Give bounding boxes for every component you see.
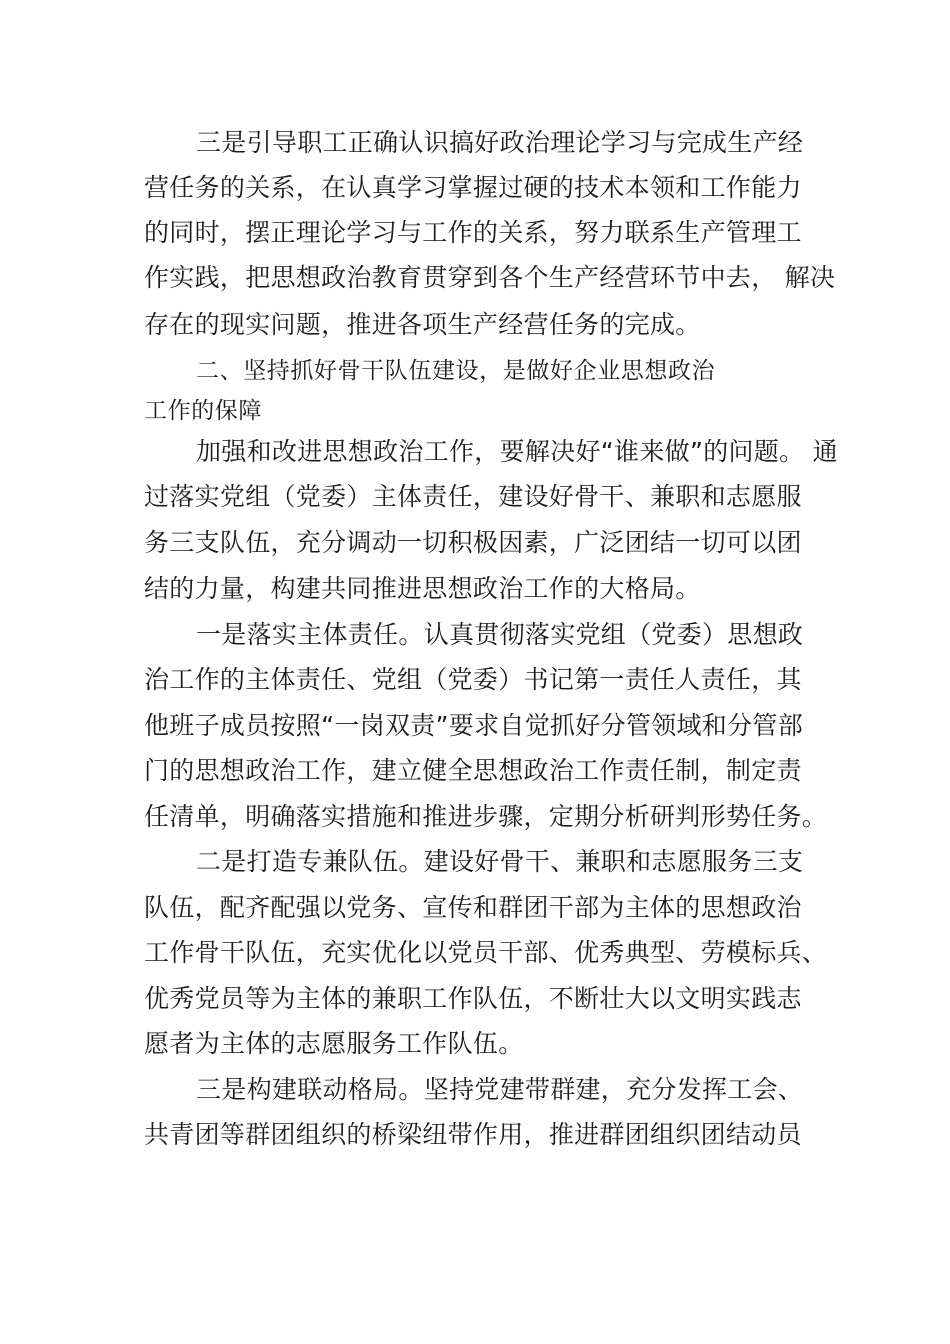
text-line: 三是引导职工正确认识搞好政治理论学习与完成生产经: [196, 128, 804, 157]
text-line: 治工作的主体责任、党组（党委）书记第一责任人责任，其: [144, 665, 802, 694]
section-heading: 二、坚持抓好骨干队伍建设，是做好企业思想政治: [196, 358, 716, 384]
text-line: 加强和改进思想政治工作，要解决好“谁来做”的问题。 通: [196, 437, 838, 466]
text-line: 作实践，把思想政治教育贯穿到各个生产经营环节中去， 解决: [144, 263, 836, 292]
text-line: 共青团等群团组织的桥梁纽带作用，推进群团组织团结动员: [144, 1120, 802, 1149]
text-line: 三是构建联动格局。坚持党建带群建，充分发挥工会、: [196, 1075, 804, 1104]
text-line: 优秀党员等为主体的兼职工作队伍，不断壮大以文明实践志: [144, 984, 802, 1013]
text-line: 结的力量，构建共同推进思想政治工作的大格局。: [144, 574, 701, 603]
text-line: 他班子成员按照“一岗双责”要求自觉抓好分管领域和分管部: [144, 711, 804, 740]
text-line: 二是打造专兼队伍。建设好骨干、兼职和志愿服务三支: [196, 847, 804, 876]
text-line: 存在的现实问题，推进各项生产经营任务的完成。: [144, 310, 701, 339]
section-heading: 工作的保障: [144, 398, 262, 424]
text-line: 任清单，明确落实措施和推进步骤，定期分析研判形势任务。: [144, 802, 828, 831]
text-line: 过落实党组（党委）主体责任，建设好骨干、兼职和志愿服: [144, 482, 802, 511]
text-line: 门的思想政治工作，建立健全思想政治工作责任制，制定责: [144, 756, 802, 785]
text-line: 一是落实主体责任。认真贯彻落实党组（党委）思想政: [196, 620, 804, 649]
text-line: 务三支队伍，充分调动一切积极因素，广泛团结一切可以团: [144, 528, 802, 557]
text-line: 愿者为主体的志愿服务工作队伍。: [144, 1029, 524, 1058]
text-line: 队伍，配齐配强以党务、宣传和群团干部为主体的思想政治: [144, 893, 802, 922]
text-line: 营任务的关系，在认真学习掌握过硬的技术本领和工作能力: [144, 173, 802, 202]
text-line: 工作骨干队伍，充实优化以党员干部、优秀典型、劳模标兵、: [144, 938, 828, 967]
text-line: 的同时，摆正理论学习与工作的关系，努力联系生产管理工: [144, 218, 802, 247]
